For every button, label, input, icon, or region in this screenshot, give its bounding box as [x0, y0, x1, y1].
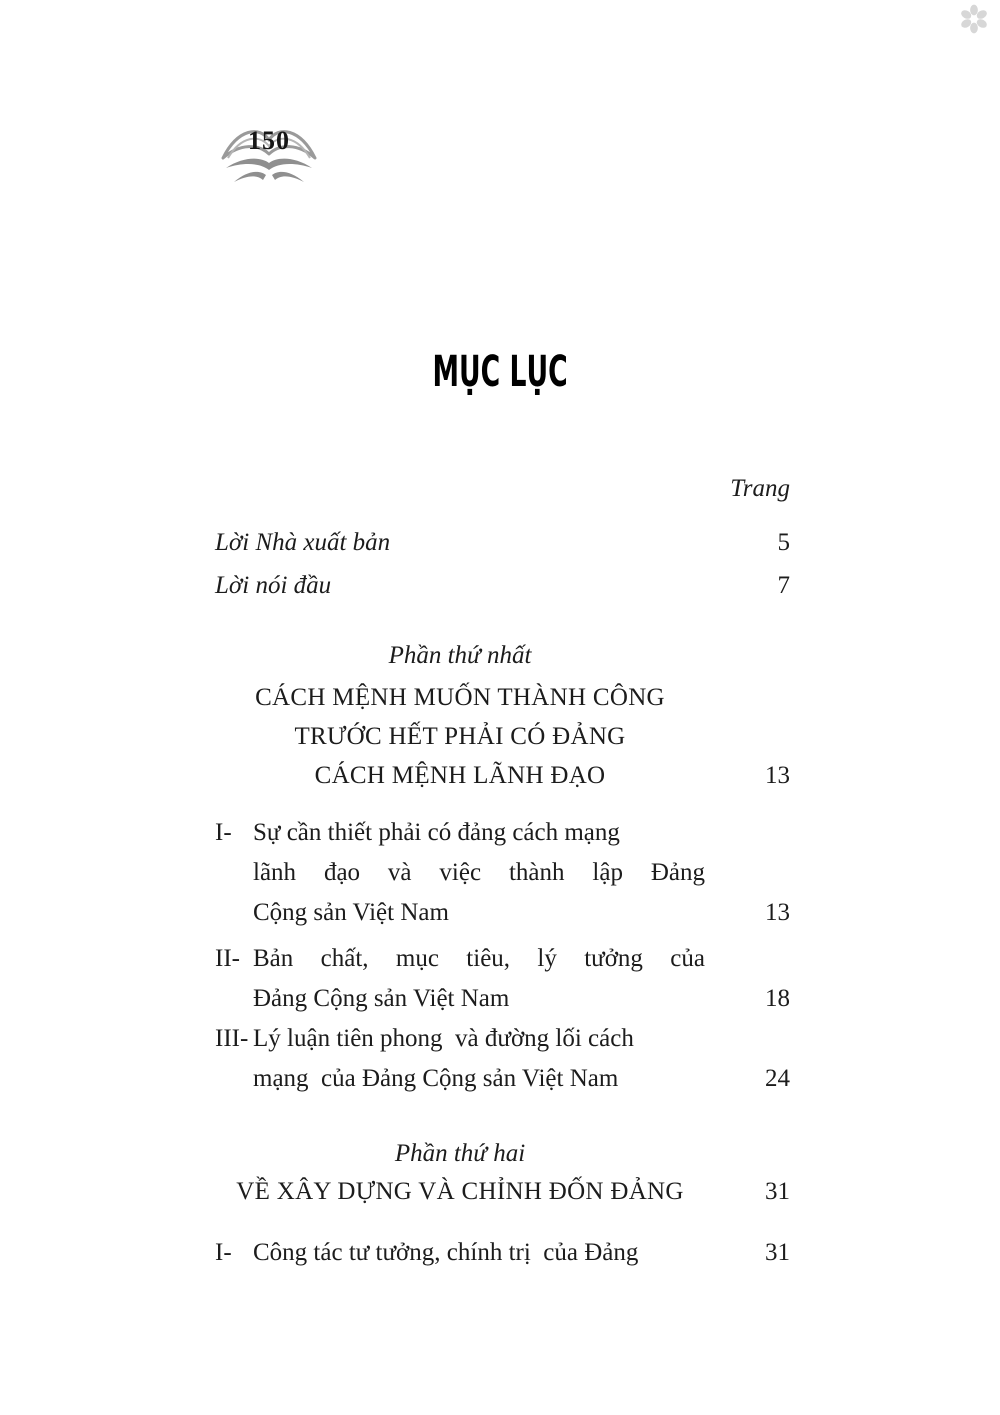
item-numeral: I-	[215, 1239, 232, 1266]
item-page: 18	[765, 985, 790, 1012]
part1-heading-line-1	[215, 683, 790, 713]
part1-heading-text: CÁCH MỆNH LÃNH ĐẠO	[314, 762, 606, 789]
item-numeral: III-	[215, 1025, 249, 1052]
flower-ornament-icon	[959, 4, 989, 34]
item-text: Cộng sản Việt Nam	[253, 899, 449, 926]
part1-heading-text: CÁCH MỆNH MUỐN THÀNH CÔNG	[255, 684, 665, 711]
item-text: Đảng Cộng sản Việt Nam	[253, 985, 510, 1012]
part1-heading-page: 13	[765, 762, 790, 789]
part2-label: Phần thứ hai	[394, 1140, 526, 1167]
page-title-text: MỤC LỤC	[432, 347, 568, 397]
toc-entry-front-1	[215, 528, 790, 558]
toc-entry-page: 7	[777, 572, 790, 599]
page-title	[0, 348, 1000, 396]
item-text: mạng của Đảng Cộng sản Việt Nam	[253, 1065, 619, 1092]
part2-heading-line-1	[215, 1177, 790, 1207]
open-book-logo	[216, 118, 322, 190]
part2-label-row	[215, 1139, 790, 1169]
page-column-header: Trang	[730, 475, 790, 502]
part1-heading-line-3	[215, 761, 790, 791]
item-text: Bản chất, mục tiêu, lý tưởng của	[253, 945, 705, 972]
item-page: 24	[765, 1065, 790, 1092]
item-numeral: II-	[215, 945, 240, 972]
page-number: 150	[248, 126, 290, 155]
toc-entry-page: 5	[777, 529, 790, 556]
item-numeral: I-	[215, 819, 232, 846]
toc-entry-front-2	[215, 571, 790, 601]
item-text: lãnh đạo và việc thành lập Đảng	[253, 859, 705, 886]
item-text: Lý luận tiên phong và đường lối cách	[253, 1025, 634, 1052]
part1-label-row	[215, 641, 790, 671]
part2-heading-page: 31	[765, 1178, 790, 1205]
toc-entry-label: Lời nói đầu	[215, 572, 332, 599]
part1-heading-text: TRƯỚC HẾT PHẢI CÓ ĐẢNG	[294, 723, 626, 750]
part1-heading-line-2	[215, 722, 790, 752]
part1-label: Phần thứ nhất	[388, 642, 532, 669]
part2-heading-text: VỀ XÂY DỰNG VÀ CHỈNH ĐỐN ĐẢNG	[236, 1178, 684, 1205]
toc-entry-label: Lời Nhà xuất bản	[215, 529, 391, 556]
item-page: 31	[765, 1239, 790, 1266]
item-text: Công tác tư tưởng, chính trị của Đảng	[253, 1239, 639, 1266]
item-page: 13	[765, 899, 790, 926]
item-text: Sự cần thiết phải có đảng cách mạng	[253, 819, 620, 846]
